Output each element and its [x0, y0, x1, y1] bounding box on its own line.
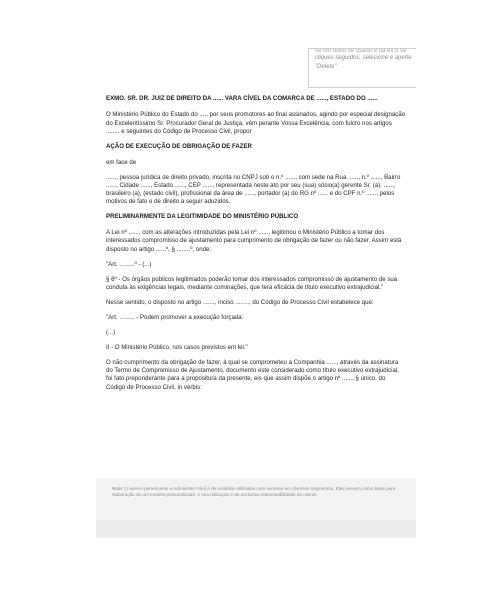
code-reference-paragraph: Nesse sentido, o disposto no artigo ......., inciso ........, do Código de Processo Civil estabelece que:: [106, 298, 374, 306]
preliminary-heading: PRELIMINARMENTE DA LEGITIMIDADE DO MINISTÉRIO PÚBLICO: [106, 213, 299, 221]
action-heading: AÇÃO DE EXECUÇÃO DE OBRIGAÇÃO DE FAZER: [106, 142, 252, 150]
law-paragraph: A Lei nº ......, com as alterações introduzidas pela Lei nº ......, legitimou o Ministério Público a tomar dos interessados compromisso de ajustamento para cumprimento de obrigação de fazer ou não fazer. Assim está disposto no artigo ......º, § ........º, onde:: [106, 229, 402, 253]
ellipsis-line: (...): [106, 329, 116, 337]
article-quote-1: "Art. .........º - (...): [106, 260, 152, 268]
inciso-ii-quote: II - O Ministério Público, nos casos previstos em lei.": [106, 344, 248, 352]
document-title: EXMO. SR. DR. JUIZ DE DIREITO DA ...... VARA CÍVEL DA COMARCA DE ......, ESTADO DO ......: [106, 95, 378, 102]
nonfulfillment-paragraph: O não cumprimento da obrigação de fazer, à qual se comprometeu a Companhia ......, através da assinatura do Termo de Compromisso de Ajustamento, documento este considerado como título executivo extrajudicial, foi fato preponderante para a propositura da presente, eis que assim dispõe o artigo nº ......, § único, do Código de Processo Civil, in verbis:: [106, 359, 399, 391]
intro-paragraph: O Ministério Público do Estado do ...., por seus promotores ao final assinados, agindo por especial designação do Excelentíssimo Sr. Procurador Geral de Justiça, vêm perante Vossa Excelência, com fulcro nos artigos ........ e seguintes do Código de Processo Civil, propor: [106, 111, 406, 135]
article-quote-2: "Art. ......... - Podem promover a execução forçada:: [106, 314, 244, 321]
disclaimer-note: [112, 486, 398, 498]
document-body: [106, 95, 406, 399]
note-text: O acervo pertencente a Administre Fácil é de modelos utilizados com sucesso em diversos segmentos. Eles servem como base para elaboração de um modelo personalizado, e sua utilização é de exclusiva responsabilidade do cliente.: [112, 486, 396, 498]
page-bottom-band: [96, 520, 416, 538]
hint-text: cliques seguidos, selecione e aperte "Delete": [315, 55, 412, 70]
hint-cut-line: se um texto se usado e da ex o se: [315, 48, 407, 54]
editing-hint-box: [308, 48, 416, 88]
note-area: [96, 478, 416, 520]
against-paragraph: em face de: [106, 158, 137, 166]
party-paragraph: ......, pessoa jurídica de direito privado, inscrita no CNPJ sob o n.º ......, com sede na Rua ......, n.º ......, Bairro ......, Cidade ......, Estado ......, CEP ......, representada neste ato por seu (sua) sócio(a) gerente Sr. (a). ......, brasileiro (a), (estado civil), profissional da área de ......, portador (a) do RG nº ...... e do CPF n.º ......, pelos motivos de fato e de direito a seguir aduzidos.: [106, 173, 401, 206]
paragraph-6-quote: § 6º - Os órgãos públicos legitimados poderão tomar dos interessados compromisso de ajustamento de sua conduta às exigências legais, mediante cominações, que terá eficácia de título executivo extrajudicial.": [106, 275, 398, 291]
note-label: Nota:: [112, 486, 123, 491]
